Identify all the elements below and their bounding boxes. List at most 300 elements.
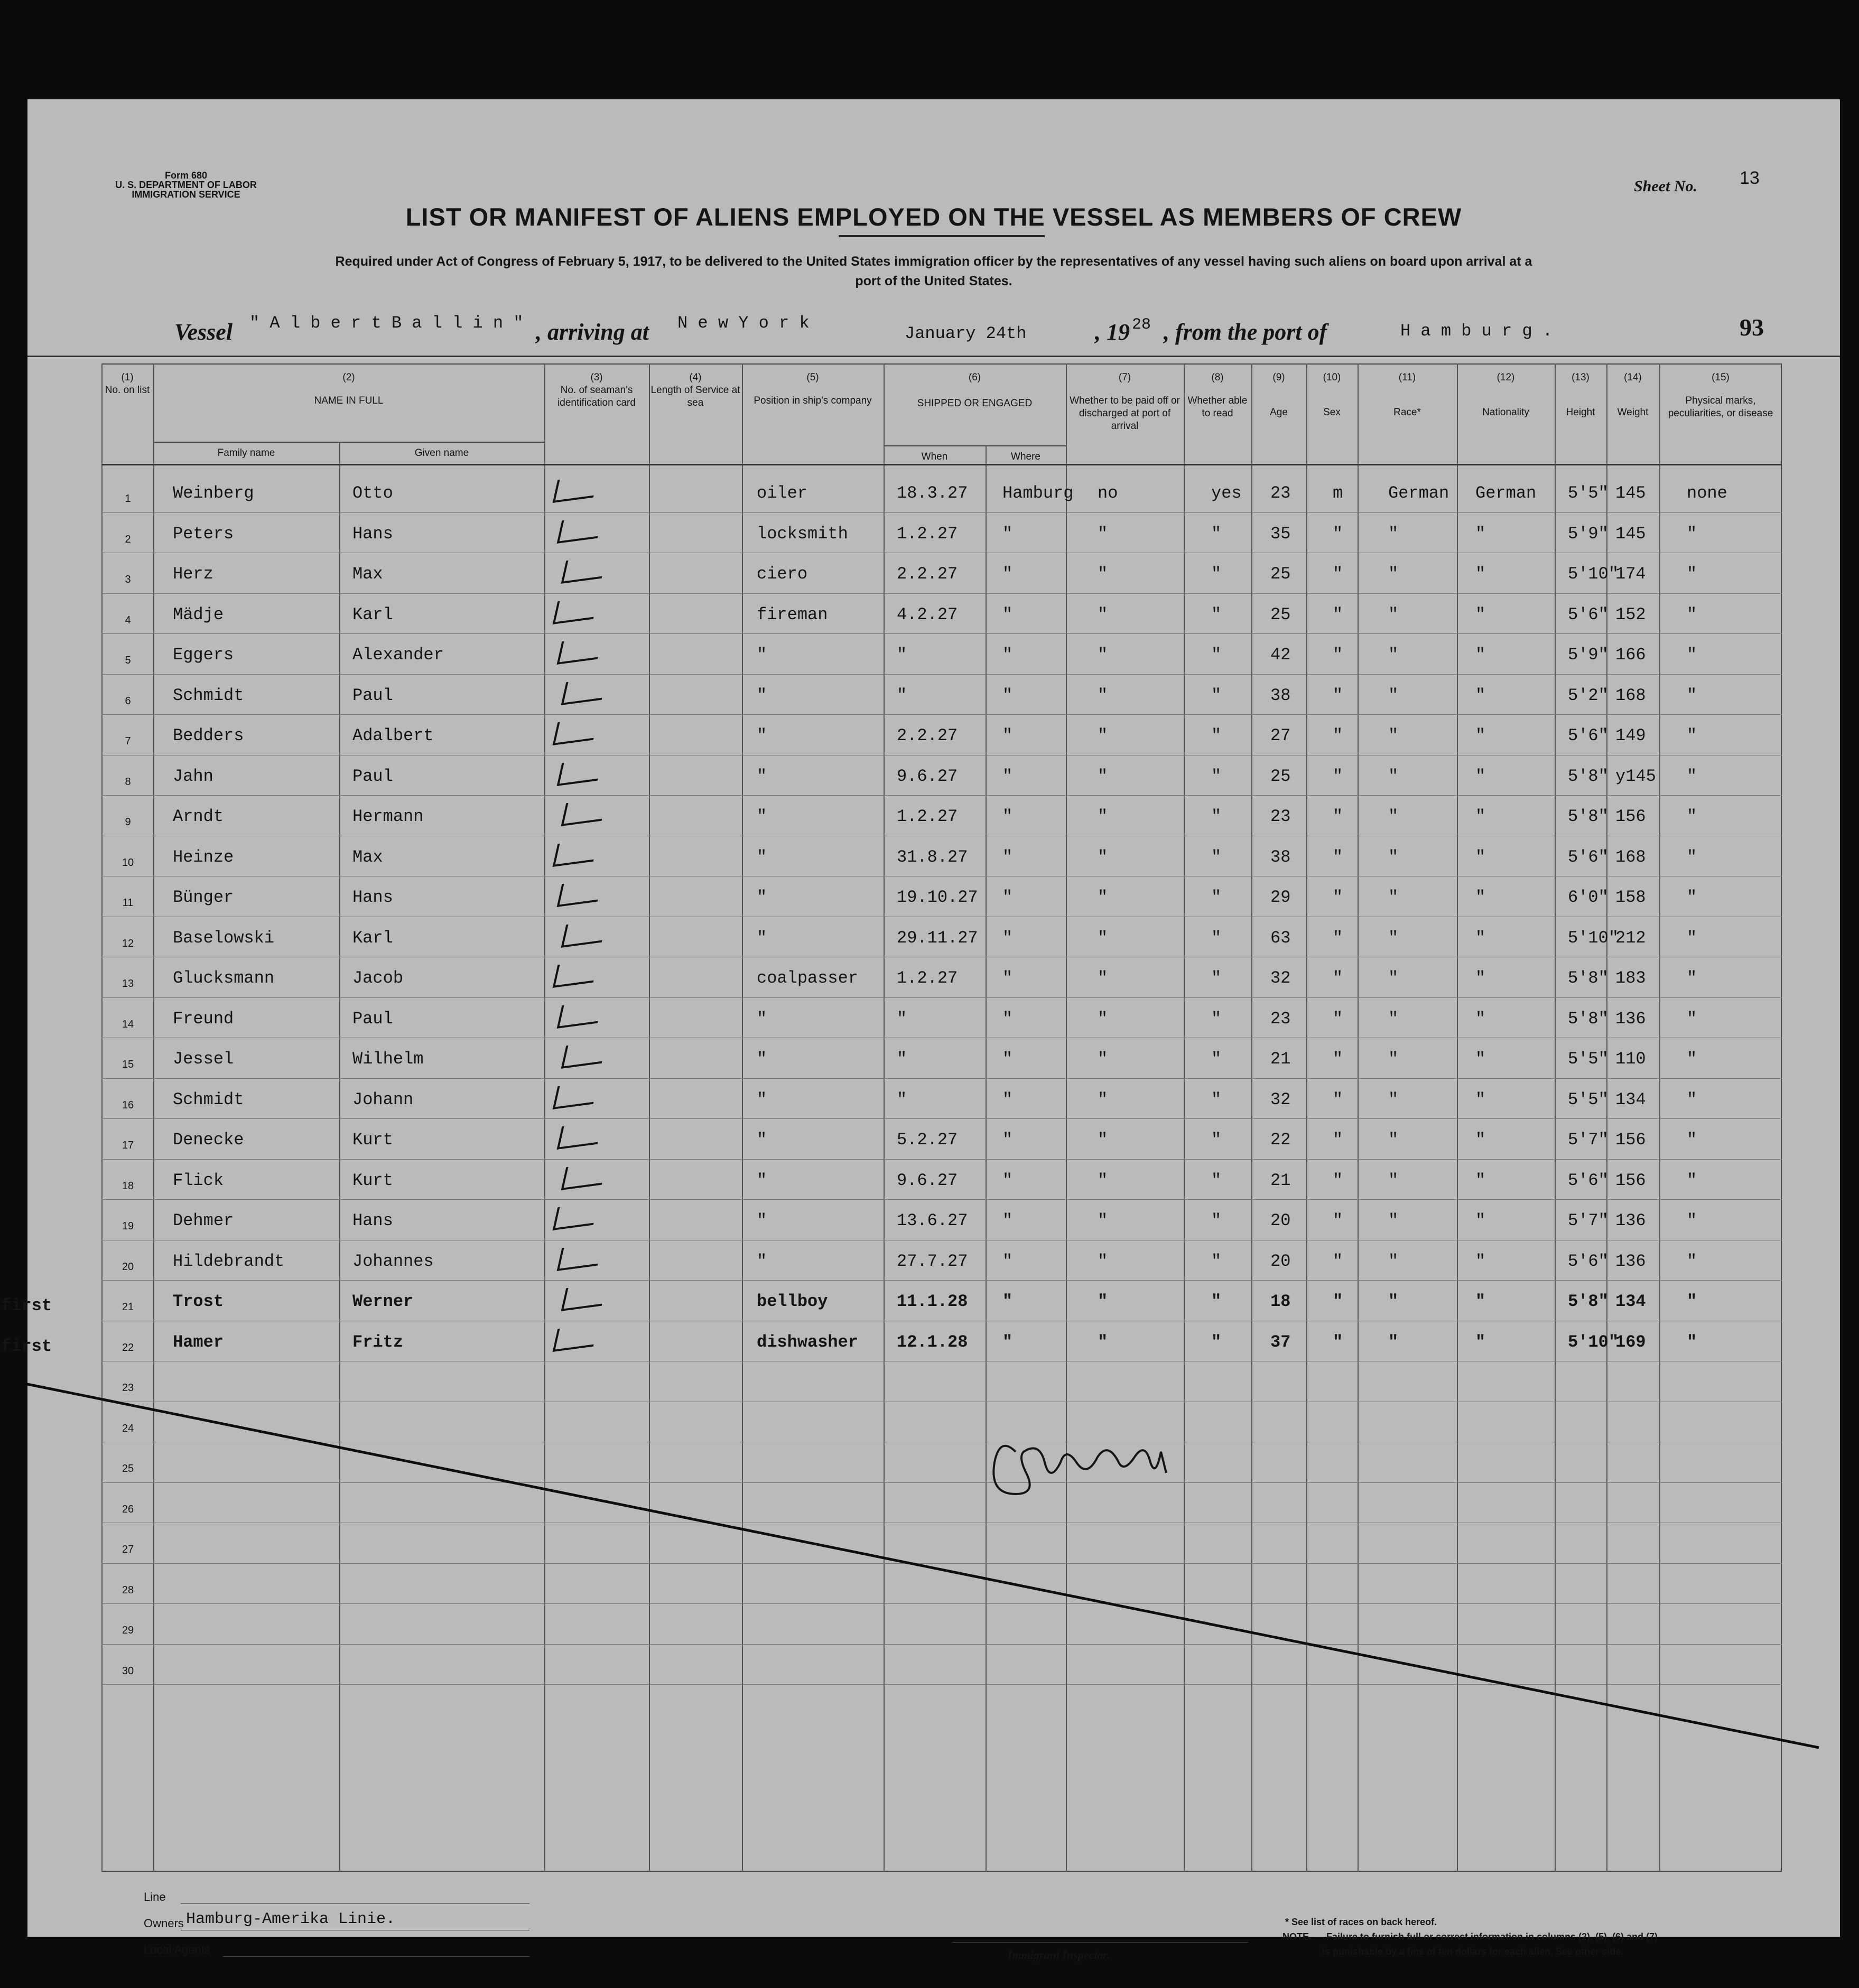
cell-given: Werner bbox=[352, 1292, 414, 1311]
row-number: 13 bbox=[122, 978, 134, 990]
cell-paid: " bbox=[1098, 1332, 1108, 1352]
cell-when: 9.6.27 bbox=[897, 1170, 958, 1190]
cell-race: " bbox=[1388, 1130, 1399, 1150]
cell-weight: 136 bbox=[1615, 1211, 1646, 1230]
row-number: 25 bbox=[122, 1463, 134, 1474]
cell-read: " bbox=[1211, 807, 1222, 826]
cell-height: 5'10" bbox=[1568, 564, 1619, 584]
cell-where: " bbox=[1002, 1332, 1013, 1352]
cell-when: 2.2.27 bbox=[897, 726, 958, 745]
owners-label: Owners bbox=[144, 1917, 184, 1930]
cell-position: " bbox=[757, 847, 767, 867]
row-number: 15 bbox=[122, 1059, 134, 1070]
cell-when: " bbox=[897, 685, 907, 705]
cell-family: Hildebrandt bbox=[173, 1251, 285, 1271]
col-10-head: (10) Sex bbox=[1323, 372, 1341, 418]
cell-race: " bbox=[1388, 645, 1399, 665]
cell-paid: " bbox=[1098, 604, 1108, 624]
cell-when: " bbox=[897, 1009, 907, 1029]
cell-sex: " bbox=[1333, 807, 1343, 826]
from-port-label: , from the port of bbox=[1164, 319, 1327, 345]
fine-note-2: is punishable by a fine of ten dollars for each alien. See other side. bbox=[1322, 1946, 1624, 1957]
cell-given: Karl bbox=[352, 928, 393, 948]
cell-read: " bbox=[1211, 1251, 1222, 1271]
cell-nat: " bbox=[1475, 888, 1486, 907]
cell-paid: " bbox=[1098, 888, 1108, 907]
cell-weight: 183 bbox=[1615, 968, 1646, 988]
cell-family: Bünger bbox=[173, 888, 234, 907]
row-number: 2 bbox=[125, 533, 131, 545]
cell-position: " bbox=[757, 1130, 767, 1150]
cell-when: 12.1.28 bbox=[897, 1332, 968, 1352]
cell-sex: " bbox=[1333, 1292, 1343, 1311]
cell-paid: " bbox=[1098, 1130, 1108, 1150]
cell-when: 19.10.27 bbox=[897, 888, 978, 907]
cell-read: " bbox=[1211, 645, 1222, 665]
cell-height: 5'8" bbox=[1568, 766, 1609, 786]
cell-family: Schmidt bbox=[173, 1089, 244, 1109]
cell-paid: " bbox=[1098, 1009, 1108, 1029]
cell-family: Denecke bbox=[173, 1130, 244, 1150]
cell-age: 25 bbox=[1270, 564, 1291, 584]
cell-race: " bbox=[1388, 847, 1399, 867]
cell-weight: 169 bbox=[1615, 1332, 1646, 1352]
cell-family: Heinze bbox=[173, 847, 234, 867]
service-name: IMMIGRATION SERVICE bbox=[132, 189, 240, 200]
cell-where: " bbox=[1002, 1009, 1013, 1029]
cell-paid: " bbox=[1098, 807, 1108, 826]
cell-marks: " bbox=[1687, 847, 1697, 867]
cell-age: 23 bbox=[1270, 483, 1291, 503]
cell-race: " bbox=[1388, 807, 1399, 826]
cell-paid: " bbox=[1098, 766, 1108, 786]
year-value: 28 bbox=[1132, 316, 1151, 334]
cell-age: 25 bbox=[1270, 604, 1291, 624]
cell-age: 18 bbox=[1270, 1292, 1291, 1311]
cell-family: Glucksmann bbox=[173, 968, 275, 988]
line-label: Line bbox=[144, 1890, 166, 1903]
cell-age: 23 bbox=[1270, 807, 1291, 826]
cell-when: " bbox=[897, 1089, 907, 1109]
cell-position: " bbox=[757, 766, 767, 786]
vessel-name: " A l b e r t B a l l i n " bbox=[249, 313, 524, 333]
race-note: * See list of races on back hereof. bbox=[1285, 1917, 1437, 1927]
cell-family: Schmidt bbox=[173, 685, 244, 705]
cell-given: Wilhelm bbox=[352, 1049, 424, 1069]
cell-when: 1.2.27 bbox=[897, 968, 958, 988]
cell-family: Arndt bbox=[173, 807, 224, 826]
cell-read: " bbox=[1211, 1332, 1222, 1352]
cell-height: 5'8" bbox=[1568, 968, 1609, 988]
cell-race: " bbox=[1388, 524, 1399, 544]
cell-marks: " bbox=[1687, 1049, 1697, 1069]
cell-where: " bbox=[1002, 1292, 1013, 1311]
cell-when: 1.2.27 bbox=[897, 807, 958, 826]
row-number: 26 bbox=[122, 1503, 134, 1515]
cell-read: " bbox=[1211, 524, 1222, 544]
row-number: 3 bbox=[125, 574, 131, 585]
cell-weight: 156 bbox=[1615, 807, 1646, 826]
row-number: 4 bbox=[125, 614, 131, 626]
fine-note-1: NOTE. — Failure to furnish full or correct information in columns (2), (5), (6) and (7) bbox=[1282, 1931, 1658, 1942]
cell-position: ciero bbox=[757, 564, 808, 584]
row-prefix: first bbox=[1, 1336, 52, 1356]
cell-height: 5'8" bbox=[1568, 1009, 1609, 1029]
cell-family: Mädje bbox=[173, 604, 224, 624]
cell-race: " bbox=[1388, 1292, 1399, 1311]
cell-given: Kurt bbox=[352, 1130, 393, 1150]
cell-when: 11.1.28 bbox=[897, 1292, 968, 1311]
row-number: 10 bbox=[122, 856, 134, 869]
cell-sex: " bbox=[1333, 685, 1343, 705]
cell-marks: " bbox=[1687, 645, 1697, 665]
cell-where: Hamburg bbox=[1002, 483, 1074, 503]
cell-given: Paul bbox=[352, 685, 393, 705]
cell-race: " bbox=[1388, 766, 1399, 786]
cell-height: 5'6" bbox=[1568, 604, 1609, 624]
col-9-head: (9) Age bbox=[1270, 372, 1288, 418]
cell-age: 29 bbox=[1270, 888, 1291, 907]
cell-nat: " bbox=[1475, 726, 1486, 745]
cell-marks: " bbox=[1687, 1170, 1697, 1190]
cell-nat: " bbox=[1475, 1211, 1486, 1230]
cell-sex: " bbox=[1333, 1211, 1343, 1230]
cell-race: " bbox=[1388, 604, 1399, 624]
cell-when: 31.8.27 bbox=[897, 847, 968, 867]
cell-weight: y145 bbox=[1615, 766, 1656, 786]
cell-paid: " bbox=[1098, 1211, 1108, 1230]
cell-paid: " bbox=[1098, 564, 1108, 584]
cell-age: 37 bbox=[1270, 1332, 1291, 1352]
cell-nat: " bbox=[1475, 968, 1486, 988]
cell-sex: " bbox=[1333, 564, 1343, 584]
cell-given: Otto bbox=[352, 483, 393, 503]
cell-sex: " bbox=[1333, 604, 1343, 624]
cell-position: dishwasher bbox=[757, 1332, 859, 1352]
col-15-head: (15) Physical marks, peculiarities, or disease bbox=[1668, 372, 1773, 419]
cell-paid: " bbox=[1098, 645, 1108, 665]
form-number: Form 680 bbox=[164, 170, 208, 181]
inspector-signature bbox=[993, 1446, 1166, 1494]
cell-where: " bbox=[1002, 645, 1013, 665]
cell-given: Max bbox=[352, 847, 383, 867]
cell-height: 5'9" bbox=[1568, 645, 1609, 665]
cell-race: " bbox=[1388, 1251, 1399, 1271]
cell-height: 5'8" bbox=[1568, 807, 1609, 826]
cell-position: " bbox=[757, 807, 767, 826]
cell-read: " bbox=[1211, 685, 1222, 705]
cell-position: oiler bbox=[757, 483, 808, 503]
cell-height: 5'7" bbox=[1568, 1211, 1609, 1230]
cell-weight: 136 bbox=[1615, 1251, 1646, 1271]
cell-age: 42 bbox=[1270, 645, 1291, 665]
cell-height: 5'6" bbox=[1568, 847, 1609, 867]
cell-nat: " bbox=[1475, 645, 1486, 665]
cell-age: 23 bbox=[1270, 1009, 1291, 1029]
cell-family: Trost bbox=[173, 1292, 224, 1311]
cell-weight: 134 bbox=[1615, 1292, 1646, 1311]
cell-read: yes bbox=[1211, 483, 1242, 503]
vessel-label: Vessel bbox=[174, 319, 233, 345]
row-number: 21 bbox=[122, 1301, 134, 1313]
row-number: 20 bbox=[122, 1261, 134, 1273]
cell-race: " bbox=[1388, 1211, 1399, 1230]
row-number: 30 bbox=[122, 1665, 134, 1677]
cell-age: 20 bbox=[1270, 1211, 1291, 1230]
cell-sex: " bbox=[1333, 1170, 1343, 1190]
cell-family: Bedders bbox=[173, 726, 244, 745]
cell-paid: " bbox=[1098, 847, 1108, 867]
row-number: 17 bbox=[122, 1140, 134, 1151]
cell-position: " bbox=[757, 1089, 767, 1109]
cell-where: " bbox=[1002, 847, 1013, 867]
cell-marks: " bbox=[1687, 685, 1697, 705]
cell-family: Herz bbox=[173, 564, 213, 584]
cell-weight: 212 bbox=[1615, 928, 1646, 948]
cell-weight: 166 bbox=[1615, 645, 1646, 665]
cell-paid: " bbox=[1098, 726, 1108, 745]
cell-weight: 149 bbox=[1615, 726, 1646, 745]
cell-marks: " bbox=[1687, 1332, 1697, 1352]
cell-nat: " bbox=[1475, 1251, 1486, 1271]
row-number: 7 bbox=[125, 735, 131, 747]
col-13-head: (13) Height bbox=[1566, 372, 1595, 418]
cell-sex: " bbox=[1333, 847, 1343, 867]
cell-given: Alexander bbox=[352, 645, 444, 665]
cell-read: " bbox=[1211, 1211, 1222, 1230]
cell-sex: " bbox=[1333, 726, 1343, 745]
cell-where: " bbox=[1002, 1211, 1013, 1230]
cell-read: " bbox=[1211, 968, 1222, 988]
cell-weight: 156 bbox=[1615, 1130, 1646, 1150]
cell-when: 13.6.27 bbox=[897, 1211, 968, 1230]
cell-sex: " bbox=[1333, 766, 1343, 786]
cell-position: " bbox=[757, 1251, 767, 1271]
cell-weight: 134 bbox=[1615, 1089, 1646, 1109]
cell-when: " bbox=[897, 645, 907, 665]
owners-value: Hamburg-Amerika Linie. bbox=[186, 1910, 396, 1928]
cell-given: Paul bbox=[352, 1009, 393, 1029]
row-number: 6 bbox=[125, 695, 131, 707]
cell-weight: 158 bbox=[1615, 888, 1646, 907]
cell-given: Johann bbox=[352, 1089, 414, 1109]
cell-family: Jessel bbox=[173, 1049, 234, 1069]
cell-paid: " bbox=[1098, 1170, 1108, 1190]
cell-sex: " bbox=[1333, 1251, 1343, 1271]
cell-read: " bbox=[1211, 604, 1222, 624]
cell-height: 6'0" bbox=[1568, 888, 1609, 907]
cell-weight: 174 bbox=[1615, 564, 1646, 584]
col-6a-head: When bbox=[921, 451, 948, 462]
cell-weight: 168 bbox=[1615, 847, 1646, 867]
cell-read: " bbox=[1211, 564, 1222, 584]
cell-nat: " bbox=[1475, 928, 1486, 948]
cell-given: Kurt bbox=[352, 1170, 393, 1190]
arriving-label: , arriving at bbox=[536, 319, 649, 345]
cell-sex: " bbox=[1333, 968, 1343, 988]
row-prefix: first bbox=[1, 1296, 52, 1315]
cell-paid: " bbox=[1098, 524, 1108, 544]
cell-read: " bbox=[1211, 1292, 1222, 1311]
cell-read: " bbox=[1211, 1130, 1222, 1150]
cell-where: " bbox=[1002, 685, 1013, 705]
sheet-number: 13 bbox=[1740, 168, 1760, 188]
col-5-head: (5) Position in ship's company bbox=[754, 372, 872, 406]
cell-height: 5'5" bbox=[1568, 1049, 1609, 1069]
cell-read: " bbox=[1211, 726, 1222, 745]
department-name: U. S. DEPARTMENT OF LABOR bbox=[115, 180, 257, 190]
cell-sex: " bbox=[1333, 1049, 1343, 1069]
cell-given: Hermann bbox=[352, 807, 424, 826]
cell-marks: " bbox=[1687, 1089, 1697, 1109]
cell-marks: " bbox=[1687, 524, 1697, 544]
cell-marks: " bbox=[1687, 807, 1697, 826]
cell-weight: 136 bbox=[1615, 1009, 1646, 1029]
subtitle-line-1: Required under Act of Congress of February 5, 1917, to be delivered to the United States immigration officer by the representatives of any vessel having such aliens on board upon arrival at a bbox=[335, 254, 1532, 269]
col-11-head: (11) Race* bbox=[1393, 372, 1421, 418]
departure-port: H a m b u r g . bbox=[1400, 321, 1553, 341]
cell-given: Johannes bbox=[352, 1251, 434, 1271]
cell-family: Weinberg bbox=[173, 483, 254, 503]
cell-position: fireman bbox=[757, 604, 828, 624]
cell-marks: " bbox=[1687, 1251, 1697, 1271]
cell-race: " bbox=[1388, 888, 1399, 907]
cell-given: Paul bbox=[352, 766, 393, 786]
col-4-head: (4) Length of Service at sea bbox=[650, 372, 740, 408]
cell-when: " bbox=[897, 1049, 907, 1069]
col-8-head: (8) Whether able to read bbox=[1187, 372, 1248, 419]
arrival-port: N e w Y o r k bbox=[677, 313, 810, 333]
cell-weight: 145 bbox=[1615, 524, 1646, 544]
cell-race: " bbox=[1388, 928, 1399, 948]
cell-age: 32 bbox=[1270, 968, 1291, 988]
cell-age: 35 bbox=[1270, 524, 1291, 544]
cell-marks: " bbox=[1687, 766, 1697, 786]
cell-position: " bbox=[757, 726, 767, 745]
row-number: 8 bbox=[125, 776, 131, 788]
cell-marks: " bbox=[1687, 1292, 1697, 1311]
cell-paid: " bbox=[1098, 1292, 1108, 1311]
cell-family: Peters bbox=[173, 524, 234, 544]
cell-height: 5'5" bbox=[1568, 483, 1609, 503]
cell-family: Flick bbox=[173, 1170, 224, 1190]
cell-height: 5'6" bbox=[1568, 1170, 1609, 1190]
cell-given: Hans bbox=[352, 524, 393, 544]
row-number: 24 bbox=[122, 1422, 134, 1434]
cell-weight: 168 bbox=[1615, 685, 1646, 705]
cell-read: " bbox=[1211, 1089, 1222, 1109]
cell-paid: " bbox=[1098, 928, 1108, 948]
cell-where: " bbox=[1002, 1089, 1013, 1109]
cell-given: Jacob bbox=[352, 968, 404, 988]
cell-where: " bbox=[1002, 766, 1013, 786]
cell-height: 5'6" bbox=[1568, 726, 1609, 745]
cell-marks: " bbox=[1687, 1009, 1697, 1029]
cell-race: " bbox=[1388, 564, 1399, 584]
cell-position: coalpasser bbox=[757, 968, 859, 988]
row-number: 12 bbox=[122, 937, 134, 949]
cell-read: " bbox=[1211, 1009, 1222, 1029]
cell-height: 5'9" bbox=[1568, 524, 1609, 544]
cell-age: 27 bbox=[1270, 726, 1291, 745]
cell-weight: 110 bbox=[1615, 1049, 1646, 1069]
cell-paid: " bbox=[1098, 1049, 1108, 1069]
cell-age: 20 bbox=[1270, 1251, 1291, 1271]
cell-position: " bbox=[757, 1211, 767, 1230]
cell-sex: " bbox=[1333, 928, 1343, 948]
row-number: 23 bbox=[122, 1382, 134, 1394]
col-2b-head: Given name bbox=[414, 447, 469, 459]
cell-race: " bbox=[1388, 1049, 1399, 1069]
cell-position: " bbox=[757, 685, 767, 705]
cell-position: " bbox=[757, 645, 767, 665]
cell-sex: " bbox=[1333, 1130, 1343, 1150]
cell-nat: " bbox=[1475, 1130, 1486, 1150]
cell-position: " bbox=[757, 1170, 767, 1190]
cell-age: 21 bbox=[1270, 1049, 1291, 1069]
cell-sex: " bbox=[1333, 1089, 1343, 1109]
cell-paid: " bbox=[1098, 685, 1108, 705]
manifest-sheet bbox=[1, 99, 1840, 1962]
cell-age: 32 bbox=[1270, 1089, 1291, 1109]
cell-age: 38 bbox=[1270, 847, 1291, 867]
cell-read: " bbox=[1211, 928, 1222, 948]
cell-nat: " bbox=[1475, 847, 1486, 867]
cell-where: " bbox=[1002, 1049, 1013, 1069]
cell-marks: " bbox=[1687, 888, 1697, 907]
cell-nat: German bbox=[1475, 483, 1537, 503]
cell-position: bellboy bbox=[757, 1292, 828, 1311]
year-prefix: , 19 bbox=[1095, 319, 1130, 345]
cell-family: Jahn bbox=[173, 766, 213, 786]
cell-read: " bbox=[1211, 766, 1222, 786]
cell-paid: " bbox=[1098, 1089, 1108, 1109]
cell-weight: 156 bbox=[1615, 1170, 1646, 1190]
cell-when: 5.2.27 bbox=[897, 1130, 958, 1150]
cell-height: 5'2" bbox=[1568, 685, 1609, 705]
row-number: 28 bbox=[122, 1584, 134, 1596]
cell-marks: none bbox=[1687, 483, 1727, 503]
row-number: 29 bbox=[122, 1625, 134, 1636]
cell-sex: " bbox=[1333, 524, 1343, 544]
cell-race: " bbox=[1388, 726, 1399, 745]
cell-paid: no bbox=[1098, 483, 1118, 503]
cell-marks: " bbox=[1687, 1130, 1697, 1150]
row-number: 5 bbox=[125, 655, 131, 666]
row-number: 19 bbox=[122, 1220, 134, 1232]
cell-marks: " bbox=[1687, 928, 1697, 948]
col-2-head: (2) NAME IN FULL bbox=[314, 372, 384, 406]
cell-when: 27.7.27 bbox=[897, 1251, 968, 1271]
cell-position: " bbox=[757, 928, 767, 948]
col-2a-head: Family name bbox=[217, 447, 275, 459]
cell-where: " bbox=[1002, 888, 1013, 907]
row-number: 14 bbox=[122, 1018, 134, 1030]
page-number: 93 bbox=[1740, 314, 1764, 341]
cell-given: Fritz bbox=[352, 1332, 404, 1352]
subtitle-line-2: port of the United States. bbox=[855, 274, 1012, 288]
cell-sex: " bbox=[1333, 888, 1343, 907]
cell-read: " bbox=[1211, 1170, 1222, 1190]
cell-read: " bbox=[1211, 888, 1222, 907]
cell-nat: " bbox=[1475, 685, 1486, 705]
cell-paid: " bbox=[1098, 1251, 1108, 1271]
page-title: LIST OR MANIFEST OF ALIENS EMPLOYED ON THE VESSEL AS MEMBERS OF CREW bbox=[405, 203, 1462, 231]
cell-family: Baselowski bbox=[173, 928, 275, 948]
cell-height: 5'7" bbox=[1568, 1130, 1609, 1150]
inspector-label: Immigrant Inspector. bbox=[1008, 1948, 1110, 1962]
cell-age: 25 bbox=[1270, 766, 1291, 786]
